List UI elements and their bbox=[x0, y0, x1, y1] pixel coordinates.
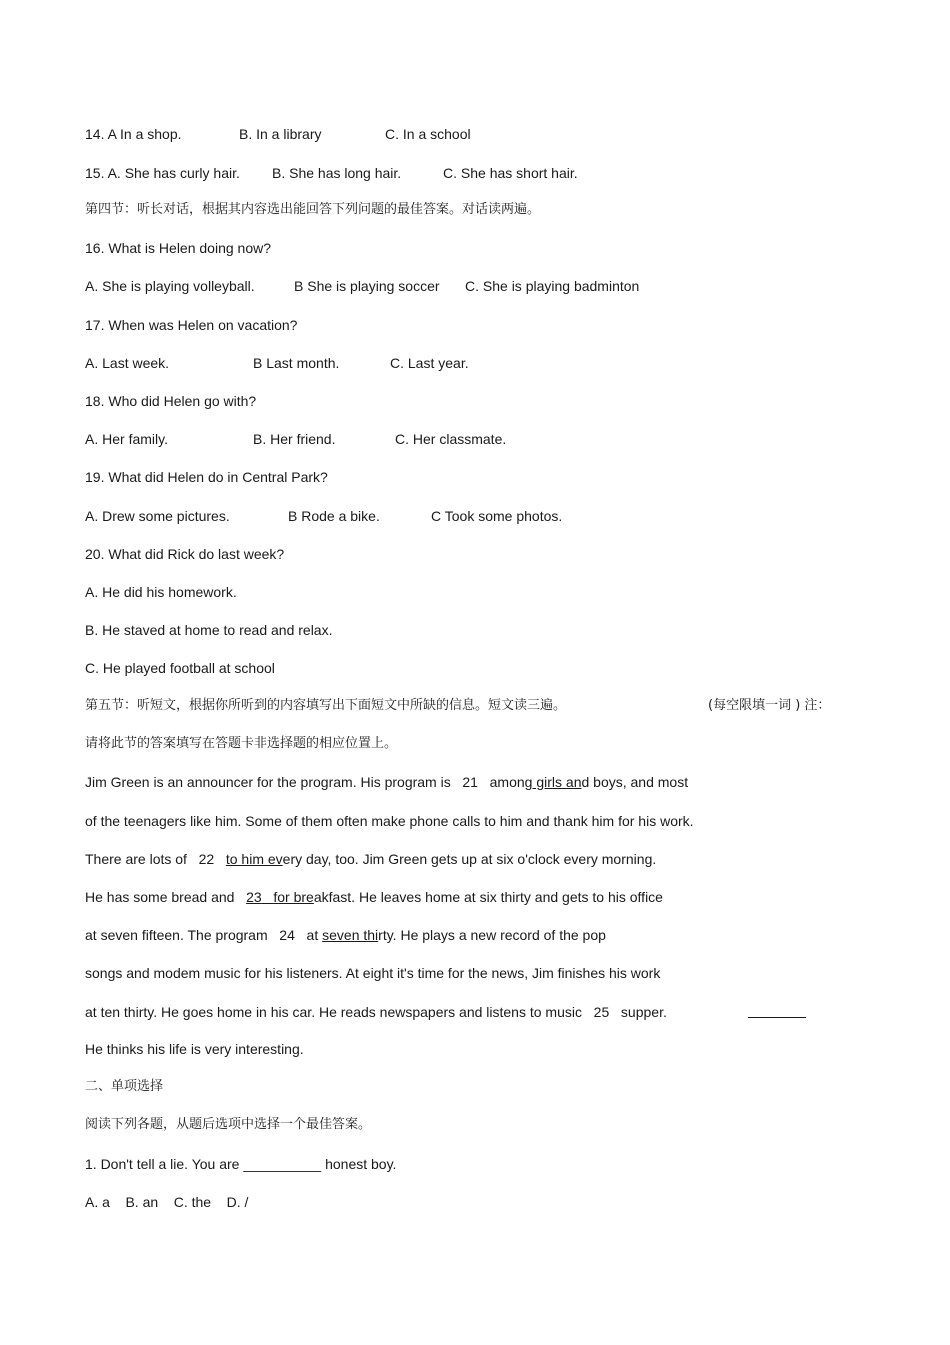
q20-option-b: B. He staved at home to read and relax. bbox=[85, 622, 333, 638]
mc1-option-b: B. an bbox=[125, 1194, 159, 1210]
q19-option-b: B Rode a bike. bbox=[288, 508, 380, 524]
passage-line-1 bbox=[85, 773, 688, 791]
section-4-heading: 第四节：听长对话，根据其内容选出能回答下列问题的最佳答案。对话读两遍。 bbox=[85, 202, 541, 217]
q17-question: 17. When was Helen on vacation? bbox=[85, 317, 298, 333]
passage-text: He has some bread and bbox=[85, 889, 235, 905]
passage-text: for bre bbox=[273, 889, 314, 905]
q15-option-b: B. She has long hair. bbox=[272, 165, 402, 181]
blank-23: 23 bbox=[246, 889, 262, 905]
q20-option-a: A. He did his homework. bbox=[85, 584, 237, 600]
passage-text: There are lots of bbox=[85, 851, 187, 867]
passage-line-5 bbox=[85, 926, 606, 944]
question-15 bbox=[85, 164, 578, 182]
blank-22: 22 bbox=[198, 851, 215, 867]
mc1-option-d: D. / bbox=[226, 1194, 249, 1210]
part-2-instruction: 阅读下列各题，从题后选项中选择一个最佳答案。 bbox=[85, 1117, 372, 1132]
passage-text: among bbox=[489, 774, 533, 790]
passage-text: girls an bbox=[532, 774, 582, 790]
mc1-options bbox=[85, 1193, 248, 1211]
question-14 bbox=[85, 125, 471, 143]
passage-text: at bbox=[306, 927, 323, 943]
q17-option-c: C. Last year. bbox=[390, 355, 469, 371]
q17-option-b: B Last month. bbox=[253, 355, 340, 371]
blank-24: 24 bbox=[279, 927, 295, 943]
answer-blank-line bbox=[748, 1003, 806, 1018]
q16-option-c: C. She is playing badminton bbox=[465, 278, 640, 294]
section-5-instruction: 请将此节的答案填写在答题卡非选择题的相应位置上。 bbox=[85, 736, 398, 751]
q18-option-a: A. Her family. bbox=[85, 431, 168, 447]
q17-option-a: A. Last week. bbox=[85, 355, 170, 371]
q16-options bbox=[85, 277, 640, 295]
part-2-title: 二、单项选择 bbox=[85, 1079, 164, 1094]
section-5-text: 第五节：听短文，根据你所听到的内容填写出下面短文中所缺的信息。短文读三遍。 bbox=[85, 698, 567, 713]
q14-option-b: B. In a library bbox=[239, 126, 322, 142]
q15-option-c: C. She has short hair. bbox=[443, 165, 578, 181]
q19-question: 19. What did Helen do in Central Park? bbox=[85, 469, 328, 485]
passage-text: ery day, too. Jim Green gets up at six o'clock every morning. bbox=[282, 851, 657, 867]
section-5-heading bbox=[85, 697, 831, 715]
q19-option-c: C Took some photos. bbox=[431, 508, 563, 524]
q18-options bbox=[85, 430, 507, 448]
q18-question: 18. Who did Helen go with? bbox=[85, 393, 257, 409]
passage-line-3 bbox=[85, 850, 656, 868]
blank-25: 25 bbox=[593, 1004, 610, 1020]
passage-line-2: of the teenagers like him. Some of them often make phone calls to him and thank him for his work. bbox=[85, 813, 694, 829]
passage-text: at seven fifteen. The program bbox=[85, 927, 268, 943]
q19-option-a: A. Drew some pictures. bbox=[85, 508, 230, 524]
passage-line-7 bbox=[85, 1003, 667, 1021]
mc1-option-a: A. a bbox=[85, 1194, 110, 1210]
q14-option-a: 14. A In a shop. bbox=[85, 126, 182, 142]
passage-text: rty. He plays a new record of the pop bbox=[378, 927, 606, 943]
passage-text: Jim Green is an announcer for the program. His program is bbox=[85, 774, 451, 790]
q14-option-c: C. In a school bbox=[385, 126, 471, 142]
section-5-note: (每空限填一词 ) 注： bbox=[708, 698, 831, 713]
q16-option-b: B She is playing soccer bbox=[294, 278, 440, 294]
passage-line-4 bbox=[85, 888, 663, 906]
passage-text: to him ev bbox=[225, 851, 283, 867]
q19-options bbox=[85, 507, 563, 525]
passage-text: akfast. He leaves home at six thirty and gets to his office bbox=[313, 889, 663, 905]
passage-line-8: He thinks his life is very interesting. bbox=[85, 1041, 304, 1057]
q16-question: 16. What is Helen doing now? bbox=[85, 240, 271, 256]
passage-text: supper. bbox=[620, 1004, 667, 1020]
q20-option-c: C. He played football at school bbox=[85, 660, 275, 676]
passage-line-6: songs and modem music for his listeners. At eight it's time for the news, Jim finishes his work bbox=[85, 965, 661, 981]
mc1-question: 1. Don't tell a lie. You are __________ honest boy. bbox=[85, 1156, 397, 1172]
blank-21: 21 bbox=[462, 774, 478, 790]
q20-question: 20. What did Rick do last week? bbox=[85, 546, 285, 562]
q17-options bbox=[85, 354, 469, 372]
mc1-option-c: C. the bbox=[173, 1194, 212, 1210]
q18-option-b: B. Her friend. bbox=[253, 431, 336, 447]
passage-text: seven thi bbox=[322, 927, 379, 943]
passage-text: d boys, and most bbox=[581, 774, 689, 790]
passage-text: at ten thirty. He goes home in his car. He reads newspapers and listens to music bbox=[85, 1004, 582, 1020]
q16-option-a: A. She is playing volleyball. bbox=[85, 278, 255, 294]
q18-option-c: C. Her classmate. bbox=[395, 431, 507, 447]
q15-option-a: 15. A. She has curly hair. bbox=[85, 165, 240, 181]
